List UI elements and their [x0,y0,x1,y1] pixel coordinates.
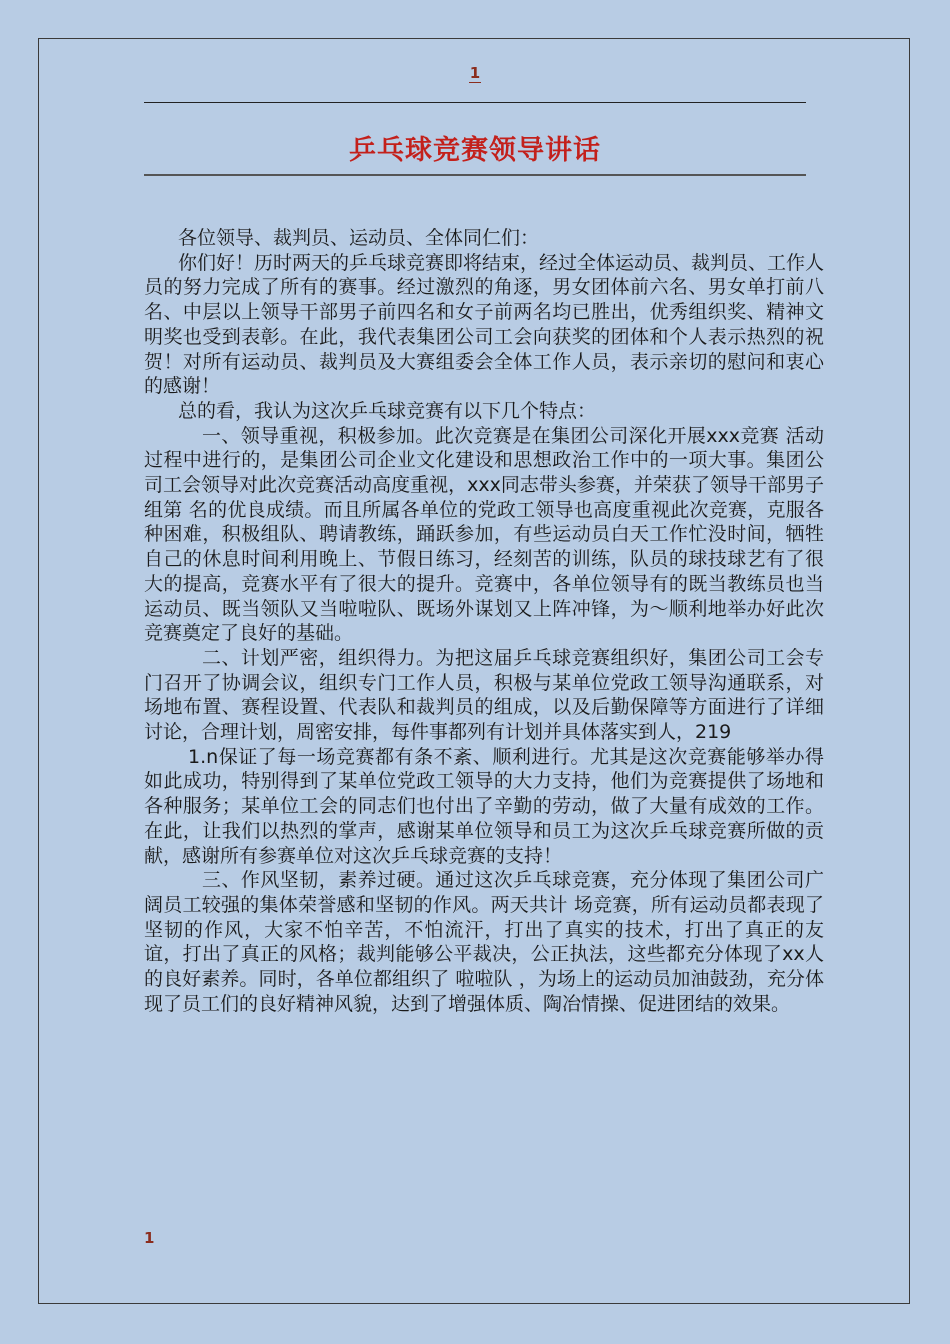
summary-paragraph: 总的看，我认为这次乒乓球竞赛有以下几个特点： [178,399,597,422]
footer-page-number: 1 [144,1229,155,1247]
header-rule [144,102,806,103]
greeting-paragraph: 你们好！历时两天的乒乓球竞赛即将结束，经过全体运动员、裁判员、工作人员的努力完成了所有的赛事。经过激烈的角逐，男女团体前六名、男女单打前八名、中层以上领导干部男子前四名和女子前两名均已胜出，优秀组织奖、精神文明奖也受到表彰。在此，我代表集团公司工会向获奖的团体和个人表示热烈的祝贺！对所有运动员、裁判员及大赛组委会全体工作人员，表示亲切的慰问和衷心的感谢！ [144,251,825,398]
document-body [144,226,824,1017]
title-rule [144,174,806,176]
point-three-paragraph: 三、作风坚韧，素养过硬。通过这次乒乓球竞赛，充分体现了集团公司广阔员工较强的集体荣誉感和坚韧的作风。两天共计 场竞赛，所有运动员都表现了坚韧的作风，大家不怕辛苦，不怕流汗，打出了真实的技术，打出了真正的友谊，打出了真正的风格；裁判能够公平裁决，公正执法，这些都充分体现了xx人的良好素养。同时，各单位都组织了 啦啦队 ，为场上的运动员加油鼓劲，充分体现了员工们的良好精神风貌，达到了增强体质、陶冶情操、促进团结的效果。 [144,869,824,1015]
point-two-paragraph: 二、计划严密，组织得力。为把这届乒乓球竞赛组织好，集团公司工会专门召开了协调会议，组织专门工作人员，积极与某单位党政工领导沟通联系，对场地布置、赛程设置、代表队和裁判员的组成，以及后勤保障等方面进行了详细讨论，合理计划，周密安排，每件事都列有计划并具体落实到人，219 [144,646,824,744]
salutation-paragraph: 各位领导、裁判员、运动员、全体同仁们： [178,227,540,249]
point-one-paragraph: 一、领导重视，积极参加。此次竞赛是在集团公司深化开展xxx竞赛 活动过程中进行的，是集团公司企业文化建设和思想政治工作中的一项大事。集团公司工会领导对此次竞赛活动高度重视，xxx同志带头参赛，并荣获了领导干部男子组第 名的优良成绩。而且所属各单位的党政工领导也高度重视此次竞赛，克服各种困难，积极组队、聘请教练，踊跃参加，有些运动员白天工作忙没时间，牺牲自己的休息时间利用晚上、节假日练习，经刻苦的训练，队员的球技球艺有了很大的提高，竞赛水平有了很大的提升。竞赛中，各单位领导有的既当教练员也当运动员、既当领队又当啦啦队、既场外谋划又上阵冲锋，为～顺利地举办好此次竞赛奠定了良好的基础。 [144,424,824,645]
document-title: 乒乓球竞赛领导讲话 [349,135,601,166]
header-page-number-text: 1 [469,64,481,82]
point-two-continued-paragraph: 1.n保证了每一场竞赛都有条不紊、顺利进行。尤其是这次竞赛能够举办得如此成功，特别得到了某单位党政工领导的大力支持，他们为竞赛提供了场地和各种服务；某单位工会的同志们也付出了辛勤的劳动，做了大量有成效的工作。在此，让我们以热烈的掌声，感谢某单位领导和员工为这次乒乓球竞赛所做的贡献，感谢所有参赛单位对这次乒乓球竞赛的支持！ [144,745,824,867]
header-page-number [0,64,950,82]
